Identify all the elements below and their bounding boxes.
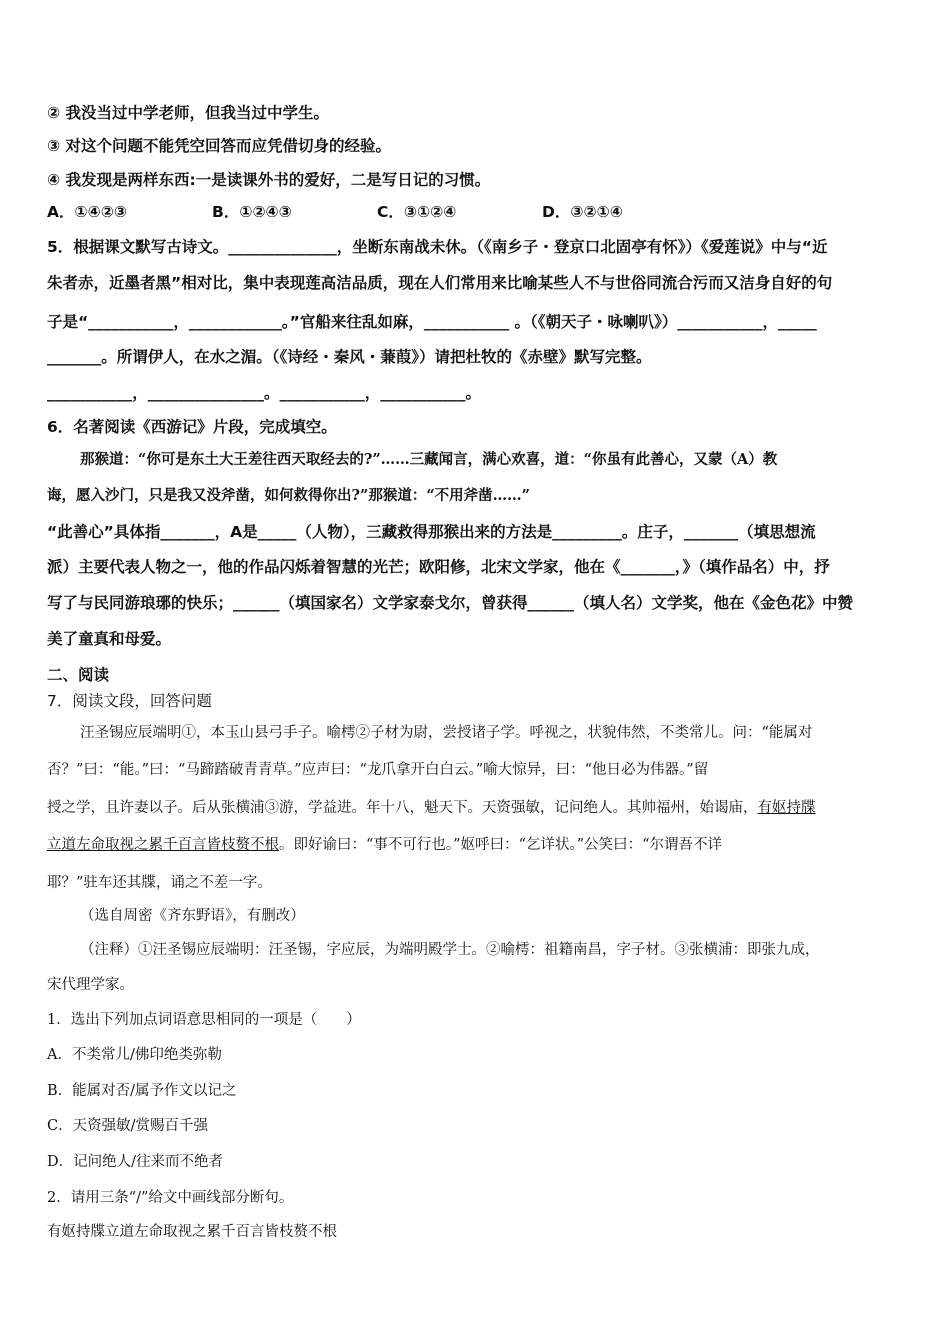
passage-line: 立道左命取视之累千百言皆枝赘不根。即好谕曰：“事不可行也。”妪呼曰：“乞详状。”公笑曰：“尔谓吾不详	[47, 837, 723, 853]
q4-item-4: ④ 我发现是两样东西:一是读课外书的爱好，二是写日记的习惯。	[47, 171, 491, 189]
q5-line: 5．根据课文默写古诗文。______________，坐断东南战未休。（《南乡子・登京口北固亭有怀》）《爱莲说》中与“近	[47, 238, 828, 256]
option-a: A．①④②③	[47, 203, 127, 221]
q4-item-3: ③ 对这个问题不能凭空回答而应凭借切身的经验。	[47, 137, 392, 155]
q6-line: “此善心”具体指_______，A是_____（人物），三藏救得那猴出来的方法是_________。庄子，_______（填思想流	[47, 523, 816, 541]
q6-title: 6．名著阅读《西游记》片段，完成填空。	[47, 418, 337, 436]
underlined-sentence: 立道左命取视之累千百言皆枝赘不根	[47, 837, 279, 853]
q4-options	[47, 202, 910, 222]
passage-line: 否？”曰：“能。”曰：“马蹄踏破青青草。”应声曰：“龙爪拿开白白云。”喻大惊异，曰：“他日必为伟器。”留	[47, 762, 709, 778]
option-d: D．③②①④	[542, 203, 623, 221]
underlined-sentence: 有妪持牒	[757, 800, 816, 816]
q7-title: 7．阅读文段，回答问题	[47, 692, 212, 710]
q5-line: ___________，_______________。___________，___________。	[47, 384, 482, 402]
q6-line: 派）主要代表人物之一，他的作品闪烁着智慧的光芒；欧阳修，北宋文学家，他在《_______，》（填作品名）中，抒	[47, 558, 830, 576]
sub-question-2: 2．请用三条“/”给文中画线部分断句。	[47, 1190, 294, 1206]
q5-line: 子是“___________，____________。”官船来往乱如麻，___________ 。（《朝天子・咏喇叭》）___________，_____	[47, 313, 817, 331]
passage-line: 授之学，且许妻以子。后从张横浦③游，学益进。年十八，魁天下。天资强敏，记问绝人。其帅福州，始谒庙，有妪持牒	[47, 800, 816, 816]
q5-line: 朱者赤，近墨者黑”相对比，集中表现莲高洁品质，现在人们常用来比喻某些人不与世俗同流合污而又洁身自好的句	[47, 274, 833, 292]
sub2-sentence: 有妪持牒立道左命取视之累千百言皆枝赘不根	[47, 1224, 337, 1240]
sub1-option-b: B．能属对否/属予作文以记之	[47, 1083, 237, 1099]
annotation: 宋代理学家。	[47, 977, 134, 993]
sub1-option-a: A．不类常儿/佛印绝类弥勒	[47, 1047, 222, 1063]
annotation: （注释）①汪圣锡应辰端明：汪圣锡，字应辰，为端明殿学士。②喻樗：祖籍南昌，字子材。③张横浦：即张九成，	[80, 942, 820, 958]
option-c: C．③①②④	[377, 203, 457, 221]
q4-item-2: ② 我没当过中学老师，但我当过中学生。	[47, 104, 330, 122]
sub1-option-d: D．记问绝人/往来而不绝者	[47, 1154, 224, 1170]
q6-excerpt: 诲，愿入沙门，只是我又没斧凿，如何救得你出?”那猴道：“不用斧凿……”	[47, 487, 531, 504]
passage-line: 汪圣锡应辰端明①，本玉山县弓手子。喻樗②子材为尉，尝授诸子学。呼视之，状貌伟然，不类常儿。问：“能属对	[80, 725, 813, 741]
sub1-option-c: C．天资强敏/赏赐百千强	[47, 1118, 208, 1134]
option-b: B．①②④③	[212, 203, 292, 221]
section-title: 二、阅读	[47, 666, 110, 684]
q6-excerpt: 那猴道：“你可是东土大王差往西天取经去的?”……三藏闻言，满心欢喜，道：“你虽有此善心，又蒙（A）教	[80, 451, 778, 468]
q5-line: _______。所谓伊人，在水之湄。（《诗经・秦风・蒹葭》）请把杜牧的《赤壁》默写完整。	[47, 348, 652, 366]
passage-line: 耶？”驻车还其牒，诵之不差一字。	[47, 875, 272, 891]
source-note: （选自周密《齐东野语》，有删改）	[80, 908, 305, 924]
sub-question-1: 1．选出下列加点词语意思相同的一项是（ ）	[47, 1012, 361, 1028]
q6-line: 写了与民同游琅琊的快乐；______（填国家名）文学家泰戈尔，曾获得______（填人名）文学奖，他在《金色花》中赞	[47, 594, 854, 612]
q6-line: 美了童真和母爱。	[47, 630, 172, 648]
